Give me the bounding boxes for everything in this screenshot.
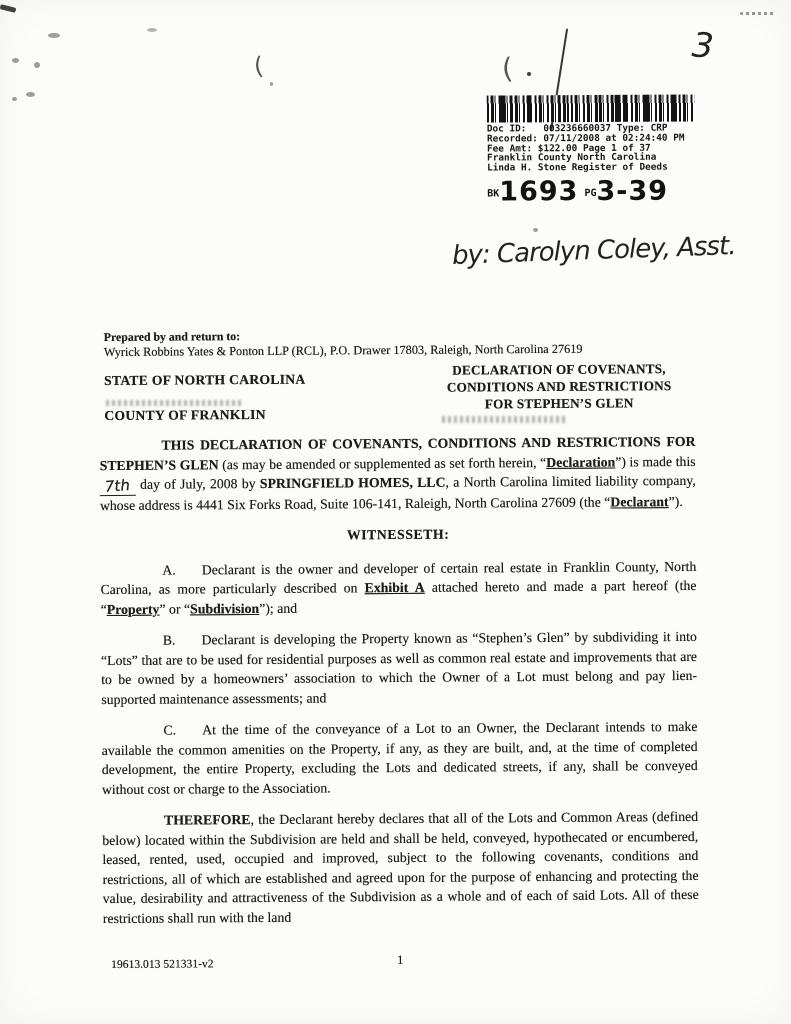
stamp-fee: Fee Amt: $122.00 Page 1 of 37 (486, 142, 651, 155)
handwritten-day: 7th (104, 476, 132, 496)
intro-text-3: day of July, 2008 by (135, 475, 260, 492)
pen-mark-paren: ( (252, 51, 265, 81)
recital-c-paragraph (101, 717, 698, 799)
defined-term-declaration: Declaration (546, 453, 616, 470)
intro-text-1: (as may be amended or supplemented as set forth herein, “ (218, 454, 547, 472)
book-number: 1693 (499, 176, 579, 208)
stamp-doc-id: Doc ID: 003236660037 Type: CRP (486, 122, 668, 135)
stamp-register: Linda H. Stone Register of Deeds (487, 161, 668, 174)
recital-a-label: A. (162, 562, 176, 578)
handwritten-page-number: 3 (690, 25, 716, 67)
page-number: 1 (397, 952, 404, 967)
recital-b-paragraph (101, 627, 698, 709)
stamp-county: Franklin County North Carolina (487, 152, 657, 164)
intro-paragraph (99, 432, 696, 515)
state-heading: STATE OF NORTH CAROLINA (104, 371, 306, 389)
page-range: 3-39 (596, 175, 669, 207)
book-label: BK (487, 188, 500, 200)
recital-c-label: C. (163, 722, 177, 738)
intro-text-4: , a North Carolina limited liability company, whose address is 4441 Six Forks Road, Suite 106-141, Raleigh, North Carolina 27609 (the “ (99, 472, 696, 513)
recital-a-text-2: attached hereto and made a part hereof (the “ (100, 577, 697, 617)
intro-text-2: ”) is made this (615, 453, 696, 469)
recital-a-text-4: ”); and (259, 600, 298, 616)
declarant-company-name: SPRINGFIELD HOMES, LLC (259, 474, 446, 491)
therefore-text: , the Declarant hereby declares that all of the Lots and Common Areas (defined below) located within the Subdivision are held and shall be held, conveyed, hypothecated or encumbered, leased, rented, used, occupied and improved, subject to the following covenants, conditions and restrictions, all of which are established and agreed upon for the purpose of enhancing and protecting the value, desirability and attractiveness of the Subdivision as a whole and of each of said Lots. All of these restrictions shall run with the land (102, 808, 699, 926)
county-heading: COUNTY OF FRANKLIN (104, 406, 266, 424)
defined-term-subdivision: Subdivision (190, 600, 260, 616)
witnesseth-heading: WITNESSETH: (346, 526, 450, 543)
page-label: PG (584, 187, 597, 200)
recital-b-label: B. (162, 632, 176, 648)
document-body (99, 432, 699, 940)
clerk-handwritten-note: by: Carolyn Coley, Asst. (451, 231, 736, 271)
intro-text-5: ”). (668, 493, 683, 509)
title-line-1: DECLARATION OF COVENANTS, (452, 361, 666, 378)
recital-b-text: Declarant is developing the Property known as “Stephen’s Glen” by subdividing it into “Lots” that are to be used for residential purposes as well as common real estate and improvements that are to be owned by a homeowners’ association to which the Owner of a Lot must belong and pay lien-supported maintenance assessments; and (100, 628, 698, 707)
prepared-by-block (104, 326, 724, 360)
pen-mark-paren: ( (500, 51, 515, 86)
recital-c-text: At the time of the conveyance of a Lot to an Owner, the Declarant intends to make available the common amenities on the Property, if any, as they are built, and, at the time of completed development, the entire Property, excluding the Lots and dedicated streets, if any, shall be conveyed without cost or charge to the Association. (101, 718, 698, 797)
prepared-by-label: Prepared by and return to: (103, 329, 241, 345)
intro-heading-bold: THIS DECLARATION OF COVENANTS, CONDITIONS AND RESTRICTIONS FOR STEPHEN’S GLEN (99, 433, 696, 473)
therefore-bold: THEREFORE (164, 812, 251, 828)
stamp-recorded: Recorded: 07/11/2008 at 02:24:40 PM (486, 132, 685, 145)
prepared-by-value: Wyrick Robbins Yates & Ponton LLP (RCL), P.O. Drawer 17803, Raleigh, North Carolina 27619 (103, 341, 583, 360)
defined-term-property: Property (106, 601, 160, 617)
recital-a-text-1: Declarant is the owner and developer of certain real estate in Franklin County, North Carolina, as more particularly described on (100, 558, 697, 598)
defined-term-declarant: Declarant (610, 493, 669, 509)
recital-a-text-3: ” or “ (159, 600, 191, 617)
title-line-2: CONDITIONS AND RESTRICTIONS (446, 378, 672, 395)
handwritten-day-blank (100, 475, 136, 496)
document-title (423, 360, 695, 413)
therefore-paragraph (102, 807, 699, 928)
recital-a-paragraph (100, 556, 696, 619)
document-reference-number: 19613.013 521331-v2 (111, 957, 214, 971)
title-line-3: FOR STEPHEN’S GLEN (484, 395, 634, 412)
defined-term-exhibit-a: Exhibit A (364, 579, 425, 596)
